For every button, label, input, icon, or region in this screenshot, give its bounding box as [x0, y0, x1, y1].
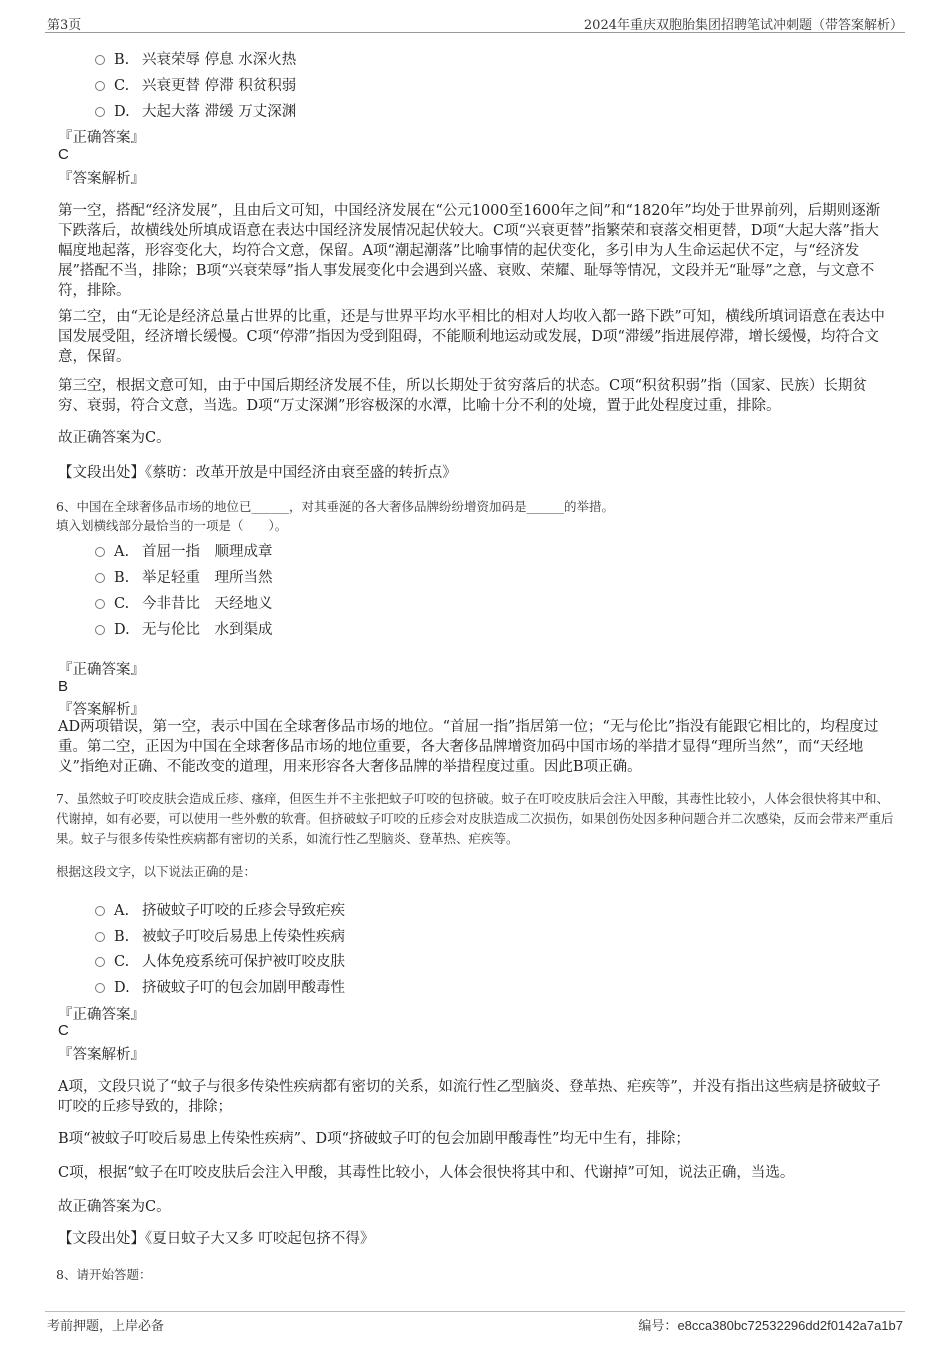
- q5-analysis-label: 『答案解析』: [58, 171, 145, 187]
- radio-icon[interactable]: [95, 932, 105, 942]
- code-label: 编号：: [638, 1319, 678, 1334]
- radio-icon[interactable]: [95, 573, 105, 583]
- q5-option-c[interactable]: C. 兴衰更替 停滞 积贫积弱: [95, 74, 296, 95]
- q6-option-d[interactable]: D. 无与伦比 水到渠成: [95, 618, 273, 639]
- page-header: [45, 12, 905, 33]
- radio-icon[interactable]: [95, 983, 105, 993]
- q5-conclusion: 故正确答案为C。: [58, 430, 171, 446]
- q5-analysis-paragraph: 第二空，由“无论是经济总量占世界的比重，还是与世界平均水平相比的相对人均收入都一路下跌”可知，横线所填词语意在表达中国发展受阻，经济增长缓慢。C项“停滞”指因为受到阻碍，不能顺利地运动或发展，D项“滞缓”指进展停滞，增长缓慢，均符合文意，保留。: [58, 309, 885, 365]
- q7-answer: C: [58, 1022, 69, 1039]
- code-value: e8cca380bc72532296dd2f0142a7a1b7: [677, 1318, 903, 1333]
- q5-answer: C: [58, 146, 69, 163]
- page-footer: [45, 1311, 905, 1334]
- q7-conclusion: 故正确答案为C。: [58, 1199, 171, 1215]
- radio-icon[interactable]: [95, 599, 105, 609]
- radio-icon[interactable]: [95, 957, 105, 967]
- radio-icon[interactable]: [95, 906, 105, 916]
- document-code: [638, 1315, 903, 1334]
- q7-stem: 7、虽然蚊子叮咬皮肤会造成丘疹、瘙痒，但医生并不主张把蚊子叮咬的包挤破。蚊子在叮咬皮肤后会注入甲酸，其毒性比较小，人体会很快将其中和、代谢掉，如有必要，可以使用一些外敷的软膏。但挤破蚊子叮咬的丘疹会对皮肤造成二次损伤，如果创伤处因多种问题合并二次感染，反而会带来严重后果。蚊子与很多传染性疾病都有密切的关系，如流行性乙型脑炎、登革热、疟疾等。: [56, 791, 894, 846]
- radio-icon[interactable]: [95, 107, 105, 117]
- radio-icon[interactable]: [95, 625, 105, 635]
- radio-icon[interactable]: [95, 81, 105, 91]
- q5-analysis-paragraph: 第三空，根据文意可知，由于中国后期经济发展不佳，所以长期处于贫穷落后的状态。C项“积贫积弱”指（国家、民族）长期贫穷、衰弱，符合文意，当选。D项“万丈深渊”形容极深的水潭，比喻十分不利的处境，置于此处程度过重，排除。: [58, 378, 867, 414]
- q7-option-b[interactable]: B. 被蚊子叮咬后易患上传染性疾病: [95, 925, 345, 946]
- q7-analysis-paragraph: A项，文段只说了“蚊子与很多传染性疾病都有密切的关系，如流行性乙型脑炎、登革热、疟疾等”，并没有指出这些病是挤破蚊子叮咬的丘疹导致的，排除；: [58, 1079, 881, 1115]
- q5-analysis-paragraph: 第一空，搭配“经济发展”，且由后文可知，中国经济发展在“公元1000至1600年之间”和“1820年”均处于世界前列，后期则逐渐下跌落后，故横线处所填成语意在表达中国经济发展情况起伏较大。C项“兴衰更替”指繁荣和衰落交相更替，D项“大起大落”指大幅度地起落，形容变化大，均符合文意，保留。A项“潮起潮落”比喻事情的起伏变化，多引申为人生命运起伏不定，与“经济发展”搭配不当，排除；B项“兴衰荣辱”指人事发展变化中会遇到兴盛、衰败、荣耀、耻辱等情况，文段并无“耻辱”之意，与文意不符，排除。: [58, 203, 881, 299]
- q6-analysis-label: 『答案解析』: [58, 702, 145, 718]
- q5-option-b[interactable]: B. 兴衰荣辱 停息 水深火热: [95, 48, 296, 69]
- q6-option-a[interactable]: A. 首屈一指 顺理成章: [95, 540, 273, 561]
- q7-prompt: 根据这段文字，以下说法正确的是：: [56, 864, 257, 879]
- footer-slogan: 考前押题，上岸必备: [47, 1319, 165, 1334]
- radio-icon[interactable]: [95, 547, 105, 557]
- radio-icon[interactable]: [95, 55, 105, 65]
- q5-option-d[interactable]: D. 大起大落 滞缓 万丈深渊: [95, 100, 296, 121]
- q5-answer-label: 『正确答案』: [58, 130, 145, 146]
- q7-answer-label: 『正确答案』: [58, 1007, 145, 1023]
- page-number: 第3页: [47, 18, 82, 33]
- q6-answer: B: [58, 678, 69, 695]
- q7-option-d[interactable]: D. 挤破蚊子叮的包会加剧甲酸毒性: [95, 976, 345, 997]
- q6-option-b[interactable]: B. 举足轻重 理所当然: [95, 566, 273, 587]
- q5-source: 【文段出处】《蔡昉：改革开放是中国经济由衰至盛的转折点》: [58, 465, 457, 481]
- document-title: 2024年重庆双胞胎集团招聘笔试冲刺题（带答案解析）: [583, 18, 903, 33]
- q7-option-c[interactable]: C. 人体免疫系统可保护被叮咬皮肤: [95, 950, 345, 971]
- q7-analysis-label: 『答案解析』: [58, 1047, 145, 1063]
- q7-analysis-paragraph: B项“被蚊子叮咬后易患上传染性疾病”、D项“挤破蚊子叮的包会加剧甲酸毒性”均无中生有，排除；: [58, 1131, 690, 1147]
- q7-option-a[interactable]: A. 挤破蚊子叮咬的丘疹会导致疟疾: [95, 899, 345, 920]
- q6-option-c[interactable]: C. 今非昔比 天经地义: [95, 592, 273, 613]
- q6-prompt: 填入划横线部分最恰当的一项是（ ）。: [56, 518, 288, 533]
- q6-stem: 6、中国在全球奢侈品市场的地位已______，对其垂涎的各大奢侈品牌纷纷增资加码是______的举措。: [56, 499, 614, 514]
- q7-source: 【文段出处】《夏日蚊子大又多 叮咬起包挤不得》: [58, 1231, 375, 1247]
- q7-analysis-paragraph: C项，根据“蚊子在叮咬皮肤后会注入甲酸，其毒性比较小，人体会很快将其中和、代谢掉”可知，说法正确，当选。: [58, 1165, 795, 1181]
- q6-analysis-paragraph: AD两项错误，第一空，表示中国在全球奢侈品市场的地位。“首屈一指”指居第一位；“无与伦比”指没有能跟它相比的，均程度过重。第二空，正因为中国在全球奢侈品市场的地位重要，各大奢侈品牌增资加码中国市场的举措才显得“理所当然”，而“天经地义”指绝对正确、不能改变的道理，用来形容各大奢侈品牌的举措程度过重。因此B项正确。: [58, 719, 879, 775]
- q8-stem: 8、请开始答题：: [56, 1267, 152, 1282]
- q6-answer-label: 『正确答案』: [58, 662, 145, 678]
